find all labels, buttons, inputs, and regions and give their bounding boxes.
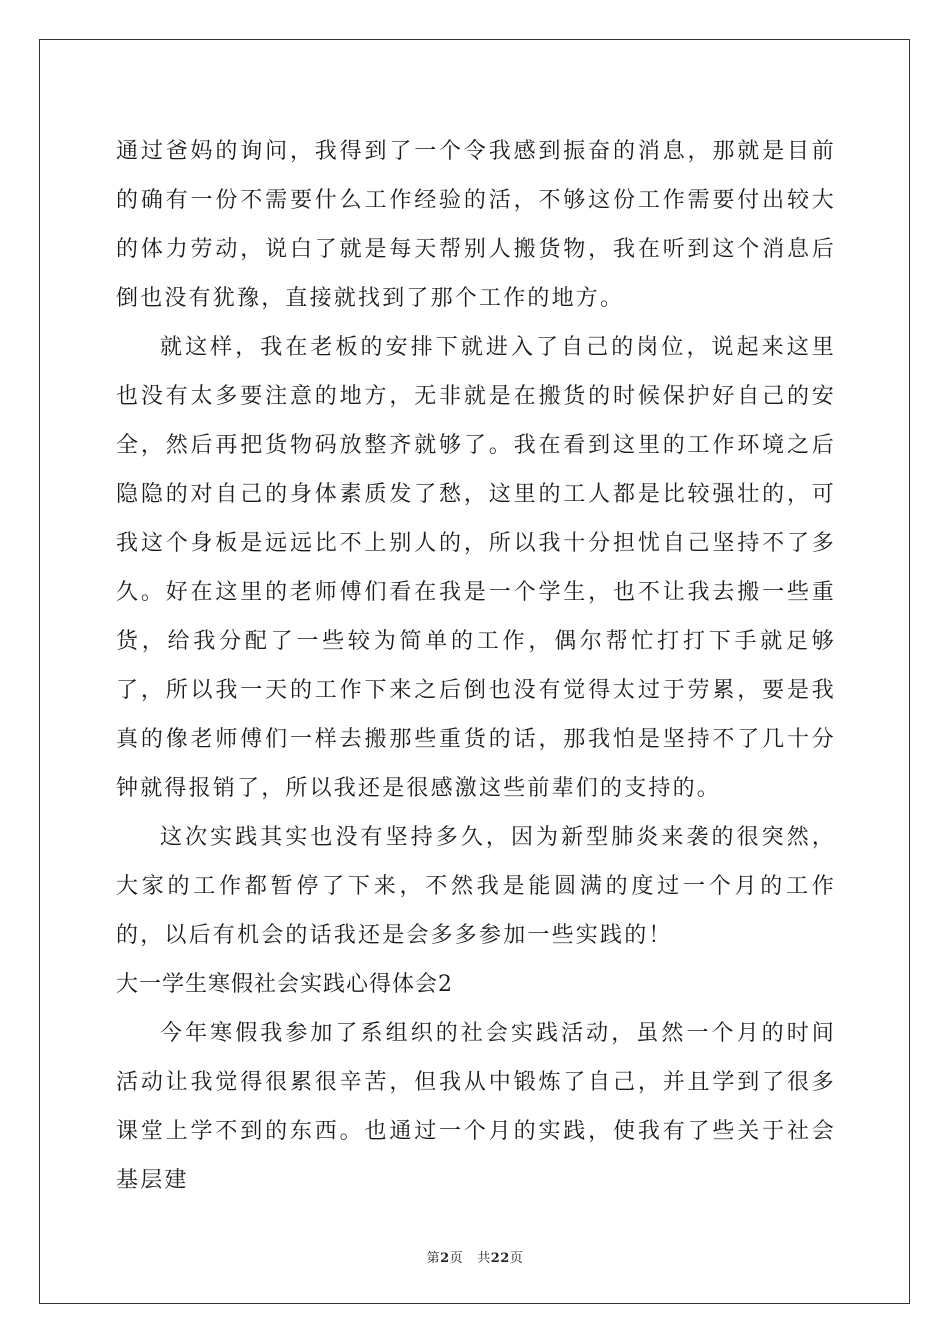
total-prefix: 共 [477,1251,491,1266]
page-suffix: 页 [449,1251,464,1266]
document-body [116,127,836,1205]
paragraph: 通过爸妈的询问，我得到了一个令我感到振奋的消息，那就是目前的确有一份不需要什么工作经验的活，不够这份工作需要付出较大的体力劳动，说白了就是每天帮别人搬货物，我在听到这个消息后倒也没有犹豫，直接就找到了那个工作的地方。 [116,139,836,311]
page-prefix: 第 [426,1251,441,1266]
page-number: 2 [440,1251,450,1266]
paragraph: 今年寒假我参加了系组织的社会实践活动，虽然一个月的时间活动让我觉得很累很辛苦，但我从中锻炼了自己，并且学到了很多课堂上学不到的东西。也通过一个月的实践，使我有了些关于社会基层建 [116,1021,836,1193]
total-suffix: 页 [509,1251,524,1266]
page-footer [0,1247,950,1266]
paragraph: 这次实践其实也没有坚持多久，因为新型肺炎来袭的很突然，大家的工作都暂停了下来，不然我是能圆满的度过一个月的工作的，以后有机会的话我还是会多多参加一些实践的！ [116,825,836,948]
paragraph: 就这样，我在老板的安排下就进入了自己的岗位，说起来这里也没有太多要注意的地方，无非就是在搬货的时候保护好自己的安全，然后再把货物码放整齐就够了。我在看到这里的工作环境之后隐隐的对自己的身体素质发了愁，这里的工人都是比较强壮的，可我这个身板是远远比不上别人的，所以我十分担忧自己坚持不了多久。好在这里的老师傅们看在我是一个学生，也不让我去搬一些重货，给我分配了一些较为简单的工作，偶尔帮忙打打下手就足够了，所以我一天的工作下来之后倒也没有觉得太过于劳累，要是我真的像老师傅们一样去搬那些重货的话，那我怕是坚持不了几十分钟就得报销了，所以我还是很感激这些前辈们的支持的。 [116,335,836,801]
section-heading: 大一学生寒假社会实践心得体会2 [116,972,453,997]
total-pages: 22 [490,1251,510,1266]
